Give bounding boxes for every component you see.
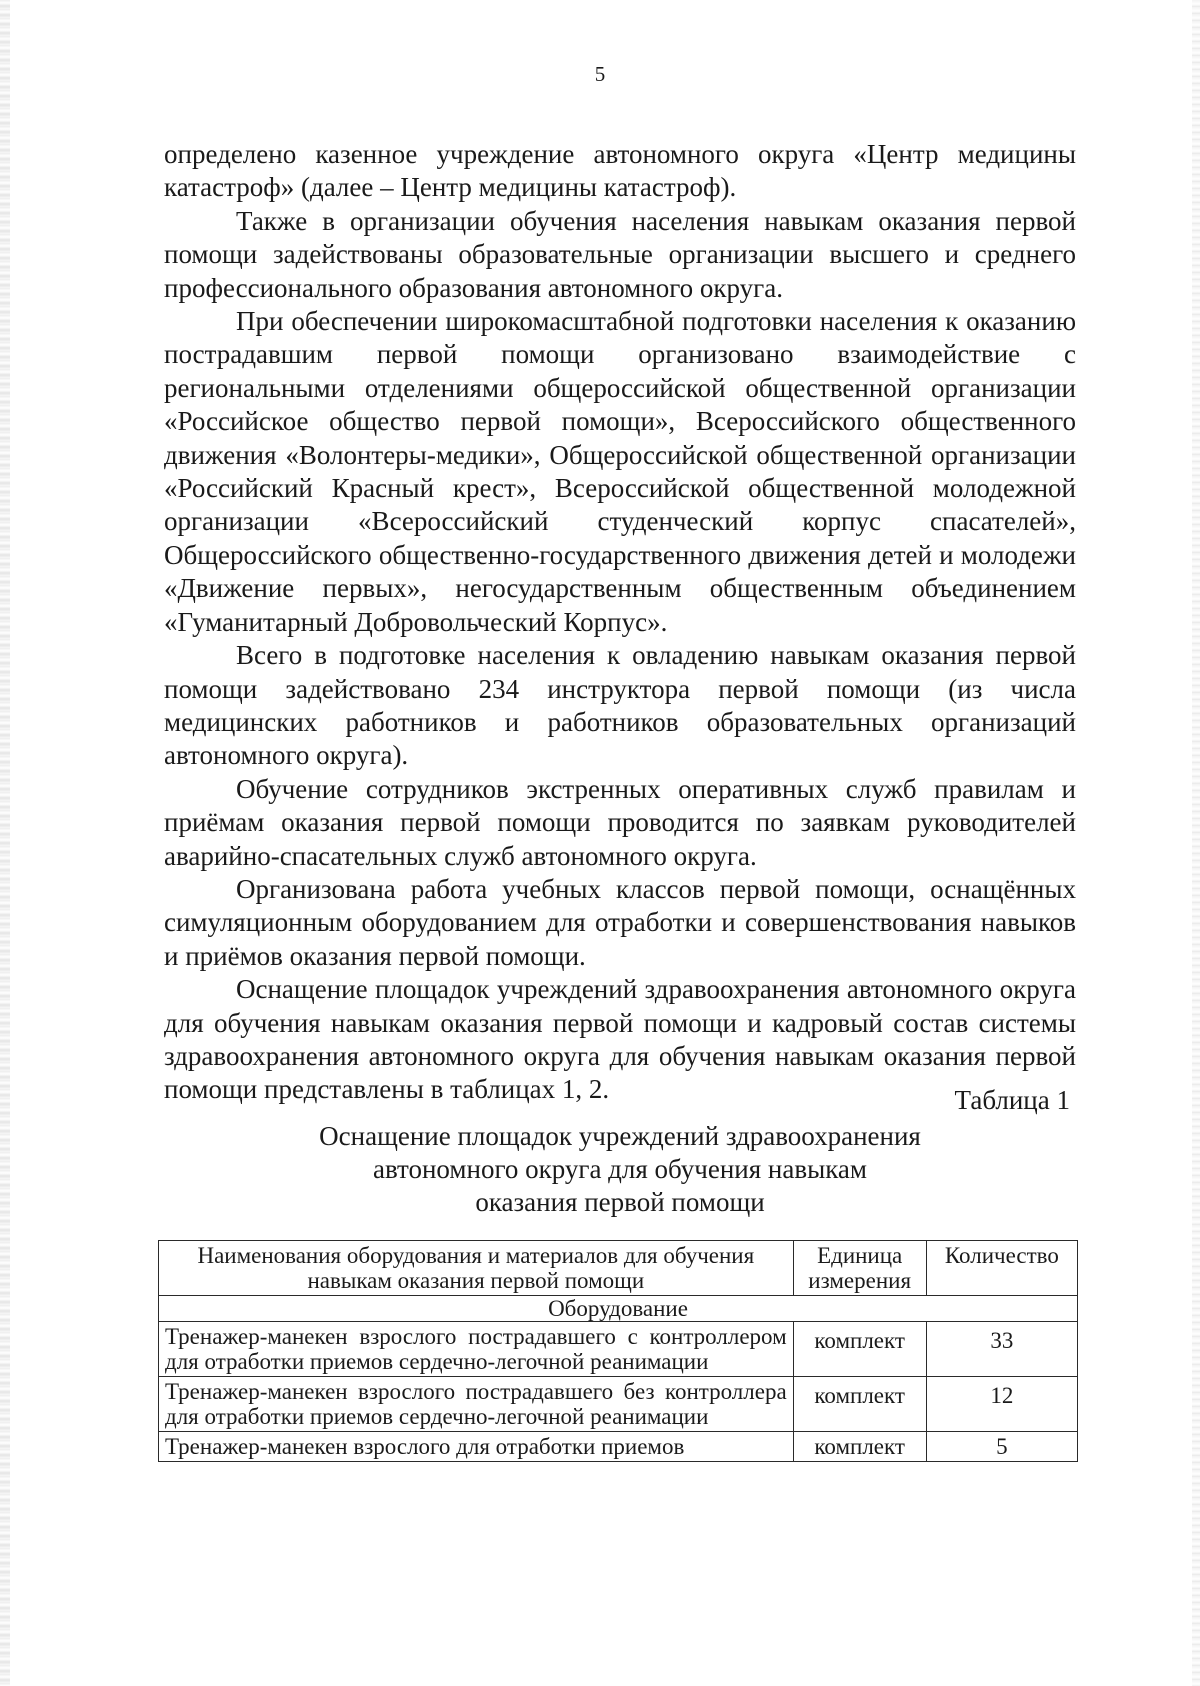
- table-section-row: [159, 1296, 1078, 1322]
- table-title-line-2: автономного округа для обучения навыкам: [372, 1154, 867, 1184]
- table-row: [159, 1322, 1078, 1377]
- table-label: Таблица 1: [954, 1085, 1070, 1115]
- paragraph-7: Оснащение площадок учреждений здравоохранения автономного округа для обучения навыкам оказания первой помощи и кадровый состав системы здравоохранения автономного округа для обучения навыкам оказания первой помощи представлены в таблицах 1, 2.: [164, 974, 1076, 1105]
- table-row: [159, 1377, 1078, 1432]
- paragraph-2: Также в организации обучения населения навыкам оказания первой помощи задействованы образовательные организации высшего и среднего профессионального образования автономного округа.: [164, 205, 1076, 303]
- table-row: [159, 1432, 1078, 1462]
- row-qty: 5: [926, 1432, 1077, 1462]
- table-title: [260, 1120, 980, 1219]
- scan-edge-left: [0, 0, 10, 1686]
- row-name: Тренажер-манекен взрослого для отработки приемов: [159, 1432, 794, 1462]
- row-unit: комплект: [793, 1322, 926, 1377]
- paragraph-3: При обеспечении широкомасштабной подготовки населения к оказанию пострадавшим первой помощи организовано взаимодействие с региональными отделениями общероссийской общественной организации «Российское общество первой помощи», Всероссийского общественного движения «Волонтеры-медики», Общероссийской общественной организации «Российский Красный крест», Всероссийской общественной молодежной организации «Всероссийский студенческий корпус спасателей», Общероссийского общественно-государственного движения детей и молодежи «Движение первых», негосударственным общественным объединением «Гуманитарный Добровольческий Корпус».: [164, 306, 1076, 637]
- row-name: Тренажер-манекен взрослого пострадавшего с контроллером для отработки приемов сердечно-легочной реанимации: [159, 1322, 794, 1377]
- section-equipment: Оборудование: [159, 1296, 1078, 1322]
- header-qty: Количество: [926, 1241, 1077, 1296]
- row-qty: 12: [926, 1377, 1077, 1432]
- row-name: Тренажер-манекен взрослого пострадавшего без контроллера для отработки приемов сердечно-легочной реанимации: [159, 1377, 794, 1432]
- equipment-table: [158, 1240, 1078, 1462]
- row-qty: 33: [926, 1322, 1077, 1377]
- table-header-row: [159, 1241, 1078, 1296]
- row-unit: комплект: [793, 1377, 926, 1432]
- paragraph-5: Обучение сотрудников экстренных оперативных служб правилам и приёмам оказания первой помощи проводится по заявкам руководителей аварийно-спасательных служб автономного округа.: [164, 773, 1076, 871]
- body-text: [164, 138, 1076, 1107]
- table-title-line-1: Оснащение площадок учреждений здравоохранения: [319, 1121, 921, 1151]
- page-number: 5: [594, 62, 606, 86]
- header-name: Наименования оборудования и материалов для обучения навыкам оказания первой помощи: [159, 1241, 794, 1296]
- paragraph-6: Организована работа учебных классов первой помощи, оснащённых симуляционным оборудованием для отработки и совершенствования навыков и приёмов оказания первой помощи.: [164, 873, 1076, 971]
- header-unit: Единица измерения: [793, 1241, 926, 1296]
- paragraph-1: определено казенное учреждение автономного округа «Центр медицины катастроф» (далее – Центр медицины катастроф).: [164, 139, 1076, 203]
- row-unit: комплект: [793, 1432, 926, 1462]
- paragraph-4: Всего в подготовке населения к овладению навыкам оказания первой помощи задействовано 234 инструктора первой помощи (из числа медицинских работников и работников образовательных организаций автономного округа).: [164, 640, 1076, 771]
- scan-edge-right: [1192, 0, 1200, 1686]
- table-title-line-3: оказания первой помощи: [475, 1187, 765, 1217]
